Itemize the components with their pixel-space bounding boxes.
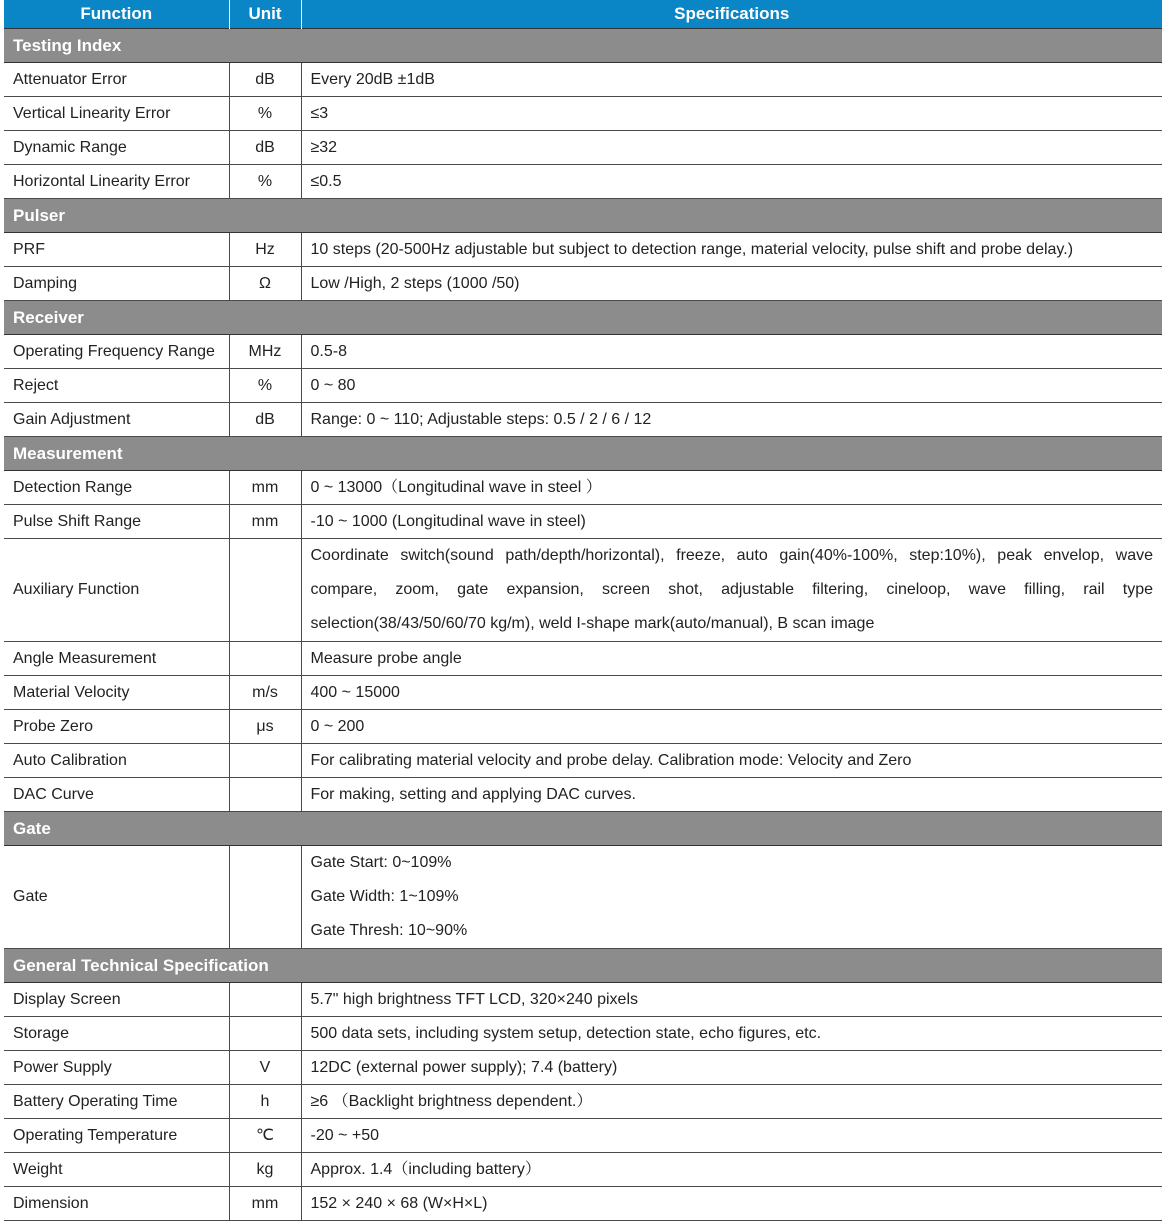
function-cell: Operating Temperature [4,1119,229,1153]
table-row [4,1187,1162,1221]
function-cell: Vertical Linearity Error [4,97,229,131]
spec-cell: 10 steps (20-500Hz adjustable but subject to detection range, material velocity, pulse shift and probe delay.) [301,233,1162,267]
unit-cell: % [229,369,301,403]
function-cell: Pulse Shift Range [4,505,229,539]
spec-cell: 0 ~ 80 [301,369,1162,403]
spec-cell: -20 ~ +50 [301,1119,1162,1153]
function-cell: Storage [4,1017,229,1051]
function-cell: Dynamic Range [4,131,229,165]
unit-cell: Ω [229,267,301,301]
unit-cell: MHz [229,335,301,369]
table-row [4,403,1162,437]
table-row [4,1119,1162,1153]
table-row [4,1085,1162,1119]
unit-cell [229,744,301,778]
unit-cell [229,846,301,949]
spec-cell: ≥6 （Backlight brightness dependent.） [301,1085,1162,1119]
function-cell: Dimension [4,1187,229,1221]
table-row [4,233,1162,267]
table-row [4,63,1162,97]
header-function: Function [4,0,229,29]
spec-cell: 152 × 240 × 68 (W×H×L) [301,1187,1162,1221]
unit-cell [229,983,301,1017]
function-cell: Display Screen [4,983,229,1017]
spec-cell: 0.5-8 [301,335,1162,369]
spec-cell: 5.7" high brightness TFT LCD, 320×240 pixels [301,983,1162,1017]
unit-cell: mm [229,471,301,505]
section-title: Measurement [4,437,1162,471]
unit-cell: mm [229,1187,301,1221]
header-unit: Unit [229,0,301,29]
table-row [4,744,1162,778]
header-specifications: Specifications [301,0,1162,29]
unit-cell: kg [229,1153,301,1187]
spec-cell: 0 ~ 13000（Longitudinal wave in steel ） [301,471,1162,505]
spec-cell: 12DC (external power supply); 7.4 (battery) [301,1051,1162,1085]
unit-cell: h [229,1085,301,1119]
unit-cell: ℃ [229,1119,301,1153]
unit-cell: % [229,97,301,131]
unit-cell: % [229,165,301,199]
function-cell: Detection Range [4,471,229,505]
table-header-row [4,0,1162,29]
table-row [4,471,1162,505]
unit-cell: dB [229,131,301,165]
function-cell: Gate [4,846,229,949]
table-row [4,676,1162,710]
unit-cell: μs [229,710,301,744]
unit-cell [229,1017,301,1051]
table-row [4,778,1162,812]
table-row [4,539,1162,642]
function-cell: Power Supply [4,1051,229,1085]
section-title: Testing Index [4,29,1162,63]
unit-cell: dB [229,403,301,437]
function-cell: Gain Adjustment [4,403,229,437]
gate-width-line: Gate Width: 1~109% [310,888,459,905]
function-cell: Damping [4,267,229,301]
table-row [4,267,1162,301]
function-cell: DAC Curve [4,778,229,812]
unit-cell: mm [229,505,301,539]
table-row [4,165,1162,199]
table-row [4,335,1162,369]
specifications-table [4,0,1162,1221]
function-cell: Weight [4,1153,229,1187]
section-row-measurement [4,437,1162,471]
section-row-receiver [4,301,1162,335]
unit-cell: m/s [229,676,301,710]
spec-cell: 400 ~ 15000 [301,676,1162,710]
function-cell: Material Velocity [4,676,229,710]
section-title: Receiver [4,301,1162,335]
function-cell: Auto Calibration [4,744,229,778]
section-row-testing-index [4,29,1162,63]
spec-cell: Range: 0 ~ 110; Adjustable steps: 0.5 / 2 / 6 / 12 [301,403,1162,437]
spec-cell: Coordinate switch(sound path/depth/horizontal), freeze, auto gain(40%-100%, step:10%), peak envelop, wave compare, zoom, gate expansion, screen shot, adjustable filtering, cineloop, wave filling, rail type selection(38/43/50/60/70 kg/m), weld I-shape mark(auto/manual), B scan image [301,539,1162,642]
table-row [4,1153,1162,1187]
section-title: Pulser [4,199,1162,233]
spec-cell: Low /High, 2 steps (1000 /50) [301,267,1162,301]
unit-cell: Hz [229,233,301,267]
unit-cell [229,778,301,812]
unit-cell: V [229,1051,301,1085]
spec-cell: ≤3 [301,97,1162,131]
function-cell: Attenuator Error [4,63,229,97]
function-cell: Battery Operating Time [4,1085,229,1119]
section-title: Gate [4,812,1162,846]
table-row [4,983,1162,1017]
function-cell: Angle Measurement [4,642,229,676]
table-row [4,642,1162,676]
table-row [4,710,1162,744]
spec-cell: 500 data sets, including system setup, detection state, echo figures, etc. [301,1017,1162,1051]
function-cell: Horizontal Linearity Error [4,165,229,199]
unit-cell [229,539,301,642]
spec-cell: Measure probe angle [301,642,1162,676]
spec-cell: 0 ~ 200 [301,710,1162,744]
table-row [4,369,1162,403]
spec-cell: For calibrating material velocity and probe delay. Calibration mode: Velocity and Zero [301,744,1162,778]
section-row-pulser [4,199,1162,233]
section-row-gate [4,812,1162,846]
spec-cell: For making, setting and applying DAC curves. [301,778,1162,812]
spec-cell [301,846,1162,949]
spec-cell: Every 20dB ±1dB [301,63,1162,97]
table-row [4,1017,1162,1051]
section-row-general [4,949,1162,983]
unit-cell [229,642,301,676]
section-title: General Technical Specification [4,949,1162,983]
function-cell: Operating Frequency Range [4,335,229,369]
table-row [4,131,1162,165]
function-cell: Auxiliary Function [4,539,229,642]
table-row [4,846,1162,949]
function-cell: Probe Zero [4,710,229,744]
unit-cell: dB [229,63,301,97]
spec-cell: ≥32 [301,131,1162,165]
spec-cell: ≤0.5 [301,165,1162,199]
spec-cell: -10 ~ 1000 (Longitudinal wave in steel) [301,505,1162,539]
function-cell: PRF [4,233,229,267]
gate-thresh-line: Gate Thresh: 10~90% [310,922,468,939]
table-row [4,505,1162,539]
spec-cell: Approx. 1.4（including battery） [301,1153,1162,1187]
function-cell: Reject [4,369,229,403]
table-row [4,97,1162,131]
gate-start-line: Gate Start: 0~109% [310,854,452,871]
table-row [4,1051,1162,1085]
